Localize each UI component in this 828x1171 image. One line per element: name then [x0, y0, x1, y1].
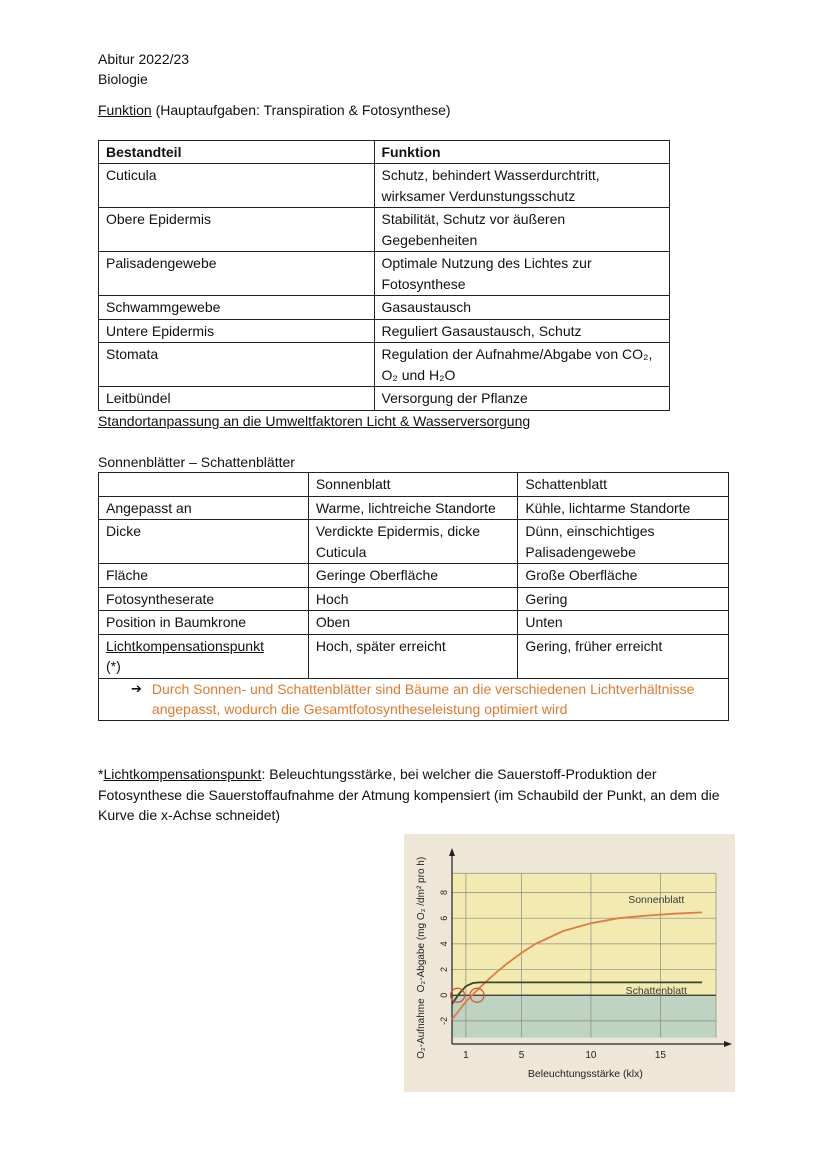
x-axis-label: Beleuchtungsstärke (klx): [527, 1068, 643, 1080]
y-tick-label: 2: [439, 967, 449, 973]
table-cell: Untere Epidermis: [99, 319, 375, 343]
y-axis-label-bottom: O₂-Aufnahme: [416, 998, 427, 1059]
table-header-row: [99, 141, 670, 164]
table-header-row: [99, 473, 729, 497]
table-cell: Kühle, lichtarme Standorte: [518, 496, 729, 520]
table-cell: Obere Epidermis: [99, 208, 375, 252]
chart-svg: [404, 834, 735, 1092]
table-row: [99, 587, 729, 611]
function-table: [98, 140, 670, 411]
footnote-star: *: [98, 766, 104, 782]
y-axis-label-top: O₂-Abgabe (mg O₂ /dm² pro h): [416, 856, 427, 993]
x-tick-label: 15: [654, 1050, 666, 1061]
row-label-term: Lichtkompensationspunkt: [106, 637, 264, 654]
footnote: [98, 764, 738, 826]
footnote-term: Lichtkompensationspunkt: [103, 766, 262, 782]
table-cell: Versorgung der Pflanze: [374, 387, 670, 411]
footnote-text: : Beleuchtungsstärke, bei welcher die Sauerstoff-Produktion der Fotosynthese die Sauerstoffaufnahme der Atmung kompensiert (im Schaubild der Punkt, an dem die Kurve die x-Achse schneidet): [98, 766, 720, 823]
table-row: [99, 611, 729, 635]
table-row: [99, 387, 670, 411]
y-tick-label: 4: [439, 941, 449, 947]
y-axis-arrow-icon: [449, 848, 455, 856]
x-axis-arrow-icon: [724, 1041, 732, 1047]
table-row: [99, 252, 670, 296]
row-label-footnote-mark: (*): [106, 658, 121, 674]
table-row: [99, 564, 729, 588]
leaf-comparison-table: [98, 472, 729, 721]
chart-negative-area: [452, 995, 716, 1037]
table-cell: Hoch, später erreicht: [308, 634, 518, 678]
table-cell: Geringe Oberfläche: [308, 564, 518, 588]
column-header: Sonnenblatt: [308, 473, 518, 497]
table-row: [99, 496, 729, 520]
heading-underlined: Funktion: [98, 102, 152, 118]
table-cell-empty: [99, 473, 309, 497]
conclusion-text: Durch Sonnen- und Schattenblätter sind Bäume an die verschiedenen Lichtverhältnisse angepasst, wodurch die Gesamtfotosyntheseleistung optimiert wird: [151, 680, 695, 717]
section-heading-funktion: [98, 100, 451, 120]
table-cell: Optimale Nutzung des Lichtes zur Fotosynthese: [374, 252, 670, 296]
row-label: Dicke: [99, 520, 309, 564]
row-label: Position in Baumkrone: [99, 611, 309, 635]
table-row: [99, 319, 670, 343]
table-cell: Große Oberfläche: [518, 564, 729, 588]
table-cell: Verdickte Epidermis, dicke Cuticula: [308, 520, 518, 564]
x-tick-label: 1: [463, 1050, 469, 1061]
table-cell: Unten: [518, 611, 729, 635]
column-header: Bestandteil: [99, 141, 375, 164]
table-row: [99, 208, 670, 252]
table-row: [99, 296, 670, 320]
table-cell: Oben: [308, 611, 518, 635]
table-cell: Palisadengewebe: [99, 252, 375, 296]
y-tick-label: -2: [439, 1016, 449, 1025]
table-cell: Dünn, einschichtiges Palisadengewebe: [518, 520, 729, 564]
column-header: Schattenblatt: [518, 473, 729, 497]
row-label: [99, 634, 309, 678]
table-cell: Schutz, behindert Wasserdurchtritt, wirksamer Verdunstungsschutz: [374, 164, 670, 208]
y-tick-label: 0: [439, 992, 449, 998]
y-tick-label: 6: [439, 915, 449, 921]
header-subject: Biologie: [98, 71, 148, 87]
conclusion-row: [99, 678, 729, 720]
header-year: Abitur 2022/23: [98, 51, 190, 67]
table-cell: Gasaustausch: [374, 296, 670, 320]
table-cell: Leitbündel: [99, 387, 375, 411]
conclusion-cell: [99, 678, 729, 720]
table-cell: Gering, früher erreicht: [518, 634, 729, 678]
x-tick-label: 5: [518, 1050, 525, 1061]
row-label: Fotosyntheserate: [99, 587, 309, 611]
table-cell: Gering: [518, 587, 729, 611]
series-label-schattenblatt: Schattenblatt: [625, 984, 687, 997]
y-tick-label: 8: [439, 890, 449, 896]
table-cell: Cuticula: [99, 164, 375, 208]
heading-rest: (Hauptaufgaben: Transpiration & Fotosynthese): [151, 102, 451, 118]
table-cell: Reguliert Gasaustausch, Schutz: [374, 319, 670, 343]
column-header: Funktion: [374, 141, 670, 164]
table-cell: Regulation der Aufnahme/Abgabe von CO₂, O₂ und H₂O: [374, 343, 670, 387]
table-cell: Warme, lichtreiche Standorte: [308, 496, 518, 520]
row-label: Fläche: [99, 564, 309, 588]
table-row: [99, 634, 729, 678]
arrow-right-icon: ➔: [131, 680, 142, 696]
x-tick-label: 10: [585, 1050, 597, 1061]
table-cell: Stomata: [99, 343, 375, 387]
table-cell: Stabilität, Schutz vor äußeren Gegebenheiten: [374, 208, 670, 252]
light-compensation-chart: [404, 834, 735, 1092]
table-row: [99, 164, 670, 208]
section-heading-standort: Standortanpassung an die Umweltfaktoren Licht & Wasserversorgung: [98, 413, 531, 429]
table-cell: Schwammgewebe: [99, 296, 375, 320]
table-cell: Hoch: [308, 587, 518, 611]
table-row: [99, 520, 729, 564]
series-label-sonnenblatt: Sonnenblatt: [628, 893, 685, 906]
conclusion: [131, 679, 710, 720]
table-row: [99, 343, 670, 387]
subheading-sonnen-schatten: Sonnenblätter – Schattenblätter: [98, 454, 295, 470]
row-label: Angepasst an: [99, 496, 309, 520]
